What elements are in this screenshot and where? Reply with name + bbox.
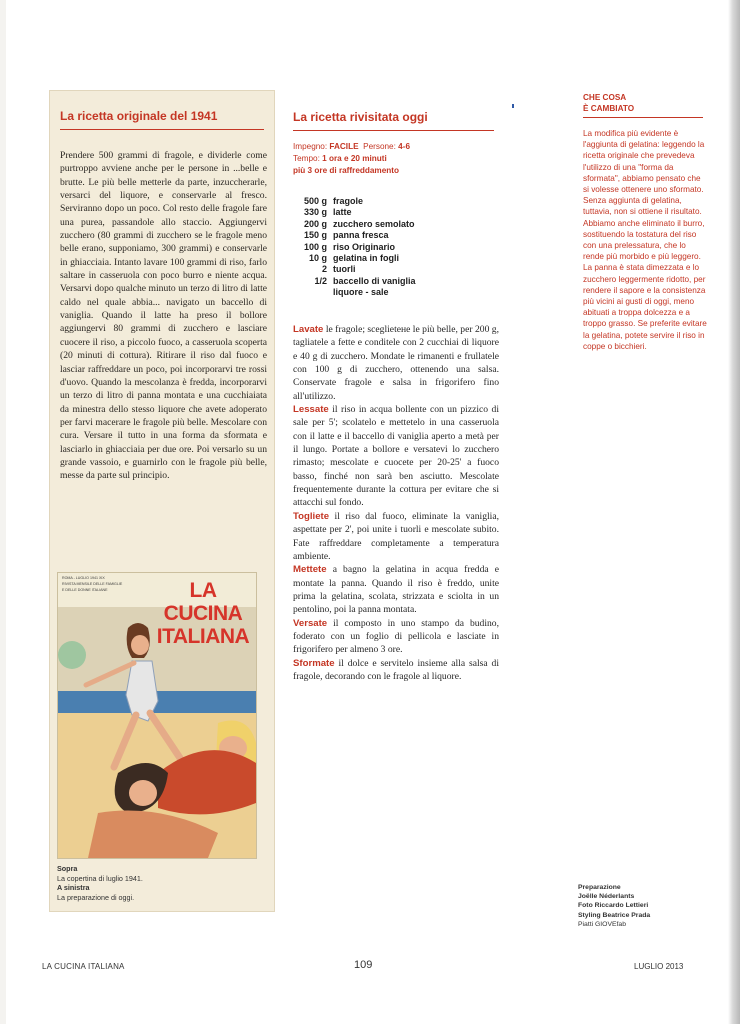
ingredient-name: zucchero semolato	[333, 218, 415, 229]
cover-subtitle-line: E DELLE DONNE ITALIANE	[62, 588, 108, 592]
ingredient-row	[293, 196, 503, 207]
ingredient-name: tuorli	[333, 264, 356, 275]
caption-text: La copertina di luglio 1941.	[57, 873, 143, 883]
ingredient-row	[293, 207, 503, 218]
credit-line: Piatti GIOVEfab	[578, 920, 626, 928]
sidebar-divider	[583, 117, 703, 118]
image-caption	[57, 864, 257, 902]
cover-issue-line: ROMA - LUGLIO 1941 XIX	[62, 576, 105, 580]
step-keyword: Mettete	[293, 564, 327, 576]
footer-magazine-name: LA CUCINA ITALIANA	[42, 962, 125, 971]
ingredient-row	[293, 230, 503, 241]
ingredient-row	[293, 264, 503, 275]
tempo-label: Tempo:	[293, 154, 320, 163]
ingredient-quantity: 330 g	[303, 207, 327, 218]
original-recipe-text: Prendere 500 grammi di fragole, e dividerle come purtroppo avviene anche per le persone in ...belle e brutte. Le più belle metterle da parte, inzuccherarle, versarci del liquore, e conservarle al fresco. Serviranno dopo un poco. Col resto delle fragole fare una purea, passandole allo staccio. Aggiungervi zucchero (80 grammi di zucchero se le fragole meno belle erano, supponiamo, 300 grammi) e conservarle in ghiacciaia. Intanto lavare 100 grammi di riso, farlo saltare in casseruola con poco burro e niente acqua. Versarvi dopo qualche minuto un terzo di litro di latte caldo nel quale abbia... navigato un baccello di vaniglia. Quando il latte ha preso il bollore aggiungervi 80 grammi di zucchero e lasciare cuocere il riso, a piccolo fuoco, a casseruola scoperta (20 minuti di cottura). Ritirare il riso dal fuoco e lasciar raffreddare un poco, poi incorporarvi tre rossi d'uovo. Quando la mescolanza è fredda, incorporarvi un terzo di litro di panna montata e una cucchiaiata da minestra dello stesso liquore che avete adoperato per farvi macerare le fragole più belle. Mescolare con cura. Versare il tutto in una forma da sformata e lasciarlo in ghiacciaia per due ore. Poi versarlo su un grande vassoio, e guarnirlo con le fragole più belle, messe da parte sul principio.	[60, 150, 267, 482]
tempo-value: 1 ora e 20 minuti	[322, 154, 387, 163]
cover-subtitle-line: RIVISTA MENSILE DELLE FAMIGLIE	[62, 582, 123, 586]
ingredient-quantity: 100 g	[303, 241, 327, 252]
sidebar-title-line: CHE COSA	[583, 93, 627, 102]
persone-label: Persone:	[363, 142, 396, 151]
sidebar-title	[583, 92, 703, 114]
ingredient-name: liquore - sale	[333, 287, 389, 298]
ingredient-quantity	[293, 287, 333, 298]
step-keyword: Versate	[293, 617, 328, 629]
persone-value: 4-6	[398, 142, 411, 151]
page-binding-shadow	[728, 0, 740, 1024]
print-mark	[512, 104, 514, 108]
impegno-label: Impegno:	[293, 142, 328, 151]
ingredient-row	[293, 287, 503, 298]
ingredient-quantity: 150 g	[303, 230, 327, 241]
ingredient-name: latte	[333, 207, 352, 218]
impegno-value: FACILE	[329, 142, 359, 151]
credit-line: Preparazione	[578, 884, 621, 891]
step-keyword: Sformate	[293, 657, 335, 669]
ingredient-row	[293, 242, 503, 253]
ingredient-name: riso Originario	[333, 241, 396, 252]
ingredient-quantity: 1/2	[314, 275, 327, 286]
step-text: il riso dal fuoco, eliminate la vaniglia, aspettate per 2', poi unite i tuorli e mescolate subito. Fate raffreddare completamente a temperatura ambiente.	[293, 510, 499, 562]
ingredient-quantity: 500 g	[303, 196, 327, 206]
ingredient-name: gelatina in fogli	[333, 253, 400, 264]
caption-label: Sopra	[57, 864, 78, 873]
ingredient-name: fragole	[333, 196, 364, 206]
ingredient-row	[293, 219, 503, 230]
ingredient-row	[293, 253, 503, 264]
caption-label: A sinistra	[57, 883, 90, 893]
credit-line: Foto Riccardo Lettieri	[578, 902, 649, 910]
caption-text: La preparazione di oggi.	[57, 892, 135, 902]
step-text: le fragole; sceglieteне le più belle, per 200 g, tagliatele a fette e conditele con 2 cucchiai di liquore e 40 g di zucchero. Mondate le rimanenti e frullatele con 100 g di zucchero, ottenendo una salsa. Conservate fragole e salsa in frigorifero fino all'utilizzo.	[293, 324, 499, 402]
ingredient-quantity: 10 g	[308, 253, 327, 264]
footer-page-number: 109	[354, 959, 373, 971]
cover-logo	[153, 579, 253, 648]
ingredient-quantity: 2	[321, 264, 327, 275]
time-line	[293, 153, 387, 164]
original-recipe-title: La ricetta originale del 1941	[60, 109, 218, 123]
sidebar-text: La modifica più evidente è l'aggiunta di gelatina: leggendo la ricetta originale che prevedeva l'utilizzo di una "forma da sformata", abbiamo pensato che si volesse ottenere uno sformato. Senza aggiunta di gelatina, tuttavia, non si ottiene il risultato. Abbiamo anche eliminato il burro, sostituendo la tostatura del riso con una prelessatura, che lo rende più morbido e più leggero. La panna è stata dimezzata e lo zucchero leggermente ridotto, per rendere il sapore e la consistenza più vicini ai gusti di oggi, meno abituati a troppa dolcezza e a troppo grasso. Se preferite evitare la gelatina, potete servire il riso in coppe o bicchieri.	[583, 129, 707, 351]
ingredient-quantity: 200 g	[303, 218, 327, 229]
step-text: il riso in acqua bollente con un pizzico di sale per 5'; scolatelo e mettetelo in una casseruola con il latte e il baccello di vaniglia aperto a metà per il lungo. Portate a bollore e versatevi lo zucchero rimasto; mescolate e cuocete per 20-25' a fuoco basso, finché non sarà ben asciutto. Mescolate frequentemente durante la cottura per evitare che si attacchi sul fondo.	[293, 404, 499, 509]
credit-line: Styling Beatrice Prada	[578, 911, 651, 919]
tempo-extra: più 3 ore di raffreddamento	[293, 166, 399, 175]
step-text: il composto in uno stampo da budino, foderato con un foglio di pellicola e lasciate in frigorifero per almeno 3 ore.	[293, 617, 499, 656]
step-keyword: Lessate	[293, 404, 329, 416]
footer-issue-date: LUGLIO 2013	[634, 962, 684, 971]
ingredient-row	[293, 276, 503, 287]
cover-logo-line: ITALIANA	[156, 625, 250, 648]
ingredient-name: panna fresca	[333, 230, 389, 241]
difficulty-line	[293, 141, 410, 152]
step-text: a bagno la gelatina in acqua fredda e montate la panna. Quando il riso è freddo, unite prima la gelatina, scolata, strizzata e sciolta in un pentolino, poi la panna montata.	[293, 564, 499, 616]
ingredient-name: baccello di vaniglia	[333, 275, 416, 286]
step-keyword: Lavate	[293, 324, 324, 335]
cooling-time-line	[293, 165, 399, 176]
credit-line: Joëlle Néderlants	[578, 893, 635, 901]
title-divider	[60, 129, 264, 130]
ingredients-list	[293, 196, 503, 299]
photo-credits	[578, 883, 708, 929]
cover-logo-line: LA CUCINA	[163, 579, 243, 625]
magazine-cover-image	[57, 572, 257, 859]
method-text	[293, 323, 499, 683]
step-text: il dolce e servitelo insieme alla salsa di fragole, decorando con le fragole al liquore.	[293, 657, 499, 682]
step-keyword: Togliete	[293, 510, 330, 522]
title-divider	[293, 130, 494, 131]
sidebar-title-line: È CAMBIATO	[583, 104, 635, 113]
modern-recipe-title: La ricetta rivisitata oggi	[293, 110, 428, 124]
